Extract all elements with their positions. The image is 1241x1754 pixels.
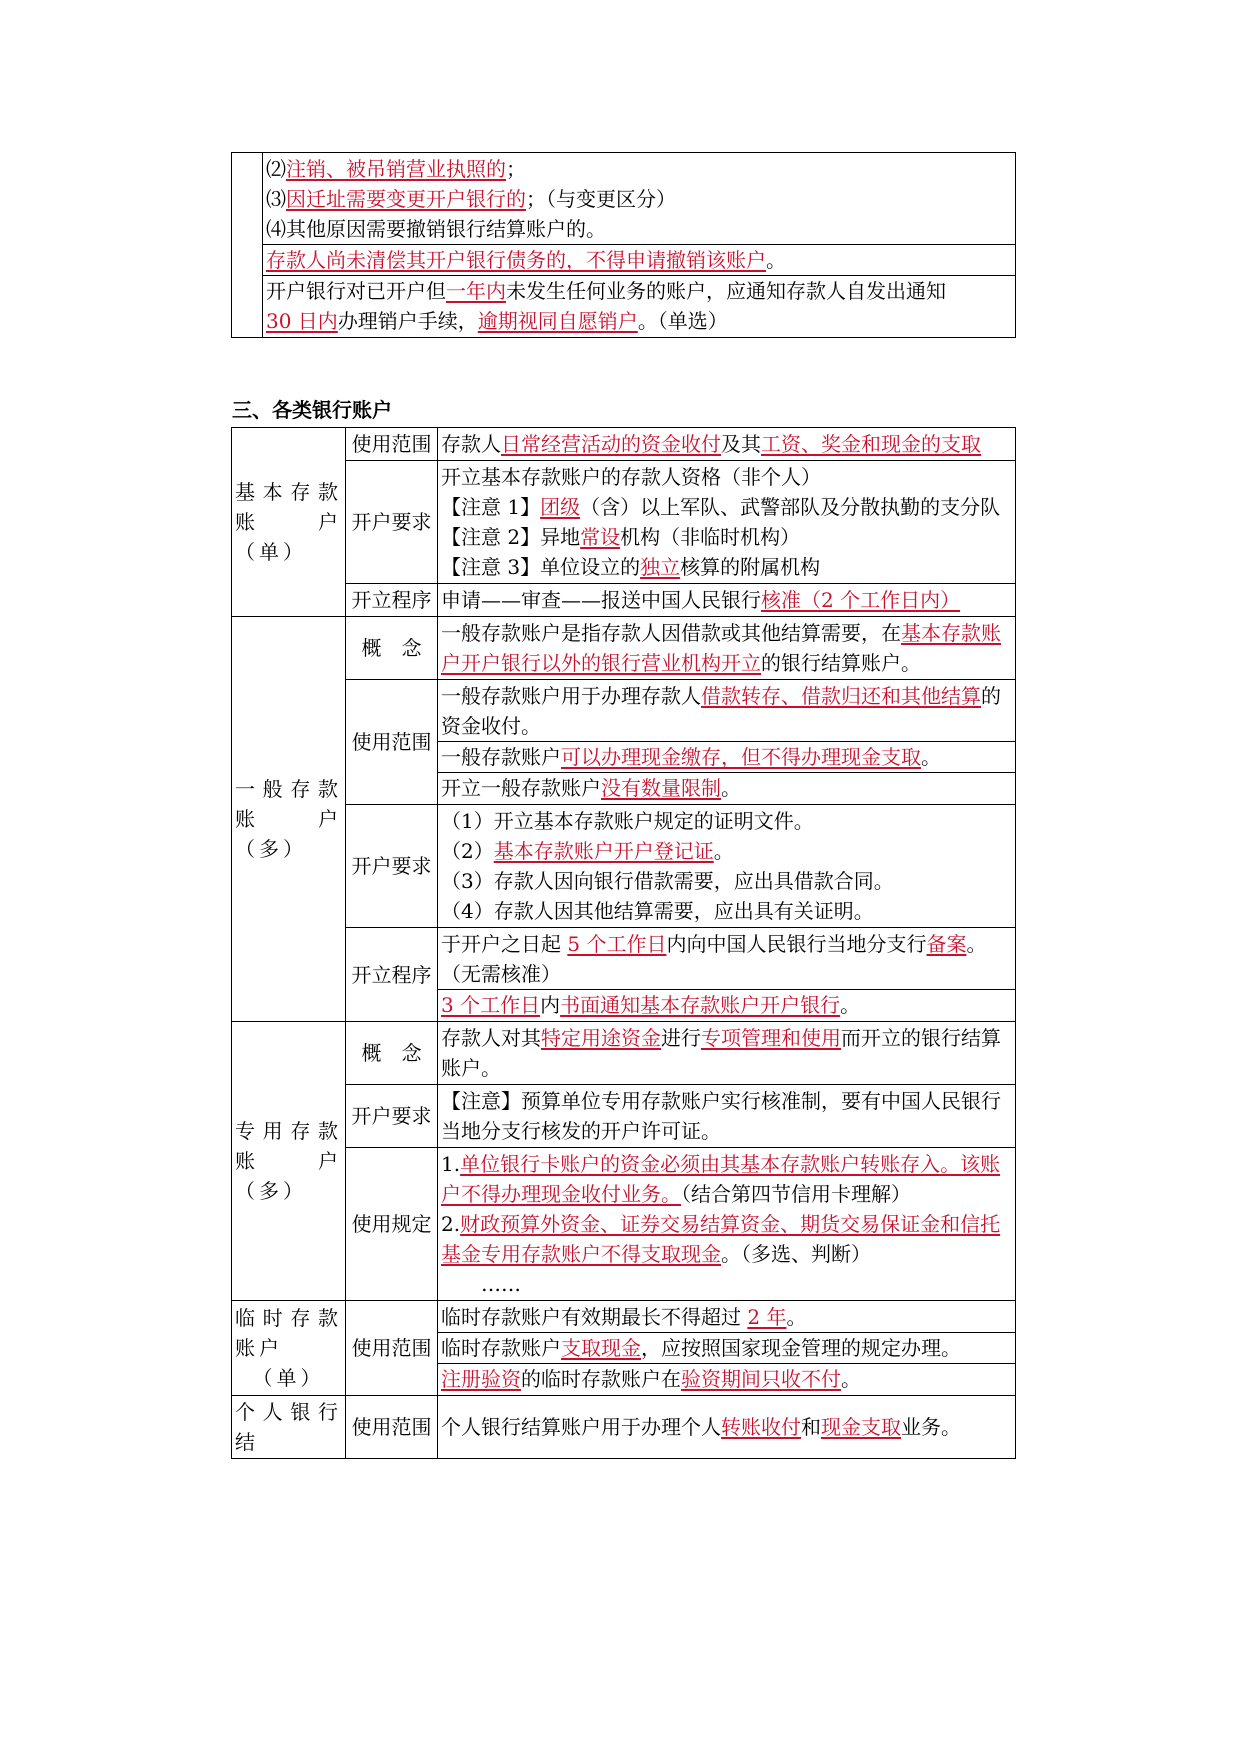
scope-label: 使用范围 — [346, 1301, 438, 1396]
text-line — [441, 492, 1012, 522]
general-scope — [438, 680, 1016, 805]
text-span: 一般存款账户是指存款人因借款或其他结算需要，在 — [441, 621, 901, 645]
text-span: 【注意 2】异地 — [441, 525, 581, 549]
highlighted-text: 因迁址需要变更开户银行的 — [286, 187, 526, 211]
text-line — [441, 462, 1012, 492]
text-span: 。 — [786, 1305, 807, 1329]
text-span: 。 — [921, 745, 941, 769]
basic-scope — [438, 428, 1016, 461]
accounts-table — [231, 427, 1016, 1459]
text-span: 【注意 1】 — [441, 495, 541, 519]
highlighted-text: 3 个工作日 — [441, 993, 541, 1017]
highlighted-text: 财政预算外资金、证券交易结算资金、期货交易保证金和信托基金专用存款账户不得支取现金 — [441, 1212, 1001, 1266]
text-line — [263, 244, 1015, 275]
text-span: ； — [506, 157, 526, 181]
label-line: （单） — [252, 1366, 325, 1390]
text-span: 。 — [766, 248, 786, 272]
text-line — [441, 1302, 1012, 1332]
text-line — [438, 1363, 1015, 1394]
highlighted-text: 特定用途资金 — [541, 1026, 661, 1050]
text-line — [438, 1332, 1015, 1363]
empty-cell — [232, 153, 263, 338]
text-span: 存款人对其 — [441, 1026, 541, 1050]
basic-requirements — [438, 461, 1016, 584]
highlighted-text: 没有数量限制 — [601, 776, 721, 800]
text-span: 进行 — [661, 1026, 701, 1050]
text-span: 未发生任何业务的账户，应通知存款人自发出通知 — [506, 279, 946, 303]
text-span: 。 — [713, 839, 734, 863]
text-span: 的临时存款账户在 — [521, 1367, 681, 1391]
highlighted-text: 存款人尚未清偿其开户银行债务的，不得申请撤销该账户 — [266, 248, 766, 272]
text-span: 【注意】预算单位专用存款账户实行核准制，要有中国人民银行当地分支行核发的开户许可证。 — [441, 1089, 1001, 1143]
scope-label: 使用范围 — [346, 1396, 438, 1459]
highlighted-text: 借款转存、借款归还和其他结算 — [701, 684, 981, 708]
highlighted-text: 备案 — [926, 932, 967, 956]
text-span: 开立一般存款账户 — [441, 776, 601, 800]
general-requirements — [438, 805, 1016, 928]
text-span: 内向中国人民银行当地分支行 — [666, 932, 927, 956]
highlighted-text: 书面通知基本存款账户开户银行 — [560, 993, 841, 1017]
text-span: （1）开立基本存款账户规定的证明文件。 — [441, 809, 814, 833]
highlighted-text: 逾期视同自愿销户 — [477, 309, 638, 333]
text-span: 1. — [441, 1152, 461, 1176]
special-concept — [438, 1022, 1016, 1085]
requirement-label: 开户要求 — [346, 805, 438, 928]
highlighted-text: 支取现金 — [561, 1336, 641, 1360]
text-line — [441, 1209, 1012, 1269]
highlighted-text: 一年内 — [446, 279, 506, 303]
text-span: 开立基本存款账户的存款人资格（非个人） — [441, 465, 821, 489]
basic-procedure — [438, 584, 1016, 617]
text-span: 机构（非临时机构） — [620, 525, 801, 549]
text-span: ，应按照国家现金管理的规定办理。 — [641, 1336, 961, 1360]
text-line — [438, 989, 1015, 1020]
text-line — [441, 806, 1012, 836]
text-line — [441, 522, 1012, 552]
text-span: ⑷其他原因需要撤销银行结算账户的。 — [266, 217, 606, 241]
highlighted-text: 5 个工作日 — [567, 932, 667, 956]
requirement-label: 开户要求 — [346, 461, 438, 584]
scope-label: 使用范围 — [346, 428, 438, 461]
label-line: 临时存款账户 — [235, 1306, 342, 1360]
concept-label: 概 念 — [346, 617, 438, 680]
text-span: 办理销户手续， — [337, 309, 478, 333]
text-span: 的银行结算账户。 — [761, 651, 921, 675]
special-requirements — [438, 1085, 1016, 1148]
text-line — [441, 1269, 1012, 1299]
text-line — [441, 929, 1012, 989]
text-line — [441, 866, 1012, 896]
text-span: 一般存款账户 — [441, 745, 561, 769]
highlighted-text: 转账收付 — [721, 1415, 801, 1439]
highlighted-text: 常设 — [580, 525, 621, 549]
text-span: （结合第四节信用卡理解） — [681, 1182, 911, 1206]
highlighted-text: 日常经营活动的资金收付 — [501, 432, 721, 456]
scope-label: 使用范围 — [346, 680, 438, 805]
highlighted-text: 2 年 — [747, 1305, 787, 1329]
highlighted-text: 基本存款账户开户银行以外的银行营业机构开立 — [441, 621, 1001, 675]
temporary-account-label — [232, 1301, 346, 1396]
rules-label: 使用规定 — [346, 1148, 438, 1301]
text-span: 一般存款账户用于办理存款人 — [441, 684, 701, 708]
text-span: 。 — [840, 993, 861, 1017]
general-procedure — [438, 928, 1016, 1022]
text-span: 。 — [721, 776, 741, 800]
text-line — [266, 154, 1012, 184]
text-line — [266, 214, 1012, 244]
text-span: 内 — [540, 993, 561, 1017]
highlighted-text: 现金支取 — [821, 1415, 901, 1439]
general-account-label: 一般存款账户（多） — [232, 617, 346, 1022]
highlighted-text: 验资期间只收不付 — [681, 1367, 841, 1391]
text-span: ；（与变更区分） — [526, 187, 676, 211]
text-span: 【注意 3】单位设立的 — [441, 555, 641, 579]
text-span: （含）以上军队、武警部队及分散执勤的支分队 — [580, 495, 1001, 519]
top-table — [231, 152, 1016, 338]
text-span: 临时存款账户 — [441, 1336, 561, 1360]
text-span: 临时存款账户有效期最长不得超过 — [441, 1305, 748, 1329]
text-line — [441, 681, 1012, 741]
text-line — [266, 184, 1012, 214]
highlighted-text: 注销、被吊销营业执照的 — [286, 157, 506, 181]
text-span: 于开户之日起 — [441, 932, 568, 956]
text-span: 及其 — [721, 432, 761, 456]
text-paragraph — [263, 275, 1015, 336]
highlighted-text: 注册验资 — [441, 1367, 521, 1391]
text-line — [441, 836, 1012, 866]
highlighted-text: 专项管理和使用 — [701, 1026, 841, 1050]
text-span: 业务。 — [901, 1415, 961, 1439]
text-span: 的资金收付。 — [441, 684, 1001, 738]
text-span: 。（单选） — [637, 309, 728, 333]
temporary-scope — [438, 1301, 1016, 1396]
text-span: 2. — [441, 1212, 461, 1236]
requirement-label: 开户要求 — [346, 1085, 438, 1148]
special-rules — [438, 1148, 1016, 1301]
text-line — [441, 552, 1012, 582]
text-span: （4）存款人因其他结算需要，应出具有关证明。 — [441, 899, 874, 923]
personal-account-label: 个人银行结 — [232, 1396, 346, 1459]
text-span: 和 — [801, 1415, 821, 1439]
basic-account-label: 基本存款账户（单） — [232, 428, 346, 617]
text-span: …… — [441, 1272, 521, 1296]
text-span: 申请——审查——报送中国人民银行 — [441, 588, 761, 612]
text-span — [266, 279, 946, 303]
text-span: ⑵ — [266, 157, 286, 181]
text-span: ⑶ — [266, 187, 286, 211]
highlighted-text: 独立 — [640, 555, 681, 579]
text-span: （2） — [441, 839, 494, 863]
procedure-label: 开立程序 — [346, 928, 438, 1022]
highlighted-text: 团级 — [540, 495, 581, 519]
text-line — [441, 1149, 1012, 1209]
personal-scope — [438, 1396, 1016, 1459]
text-span: （3）存款人因向银行借款需要，应出具借款合同。 — [441, 869, 894, 893]
general-concept — [438, 617, 1016, 680]
highlighted-text: 30 日内 — [266, 309, 338, 333]
revoke-cell — [263, 153, 1016, 338]
procedure-label: 开立程序 — [346, 584, 438, 617]
special-account-label: 专用存款账户（多） — [232, 1022, 346, 1301]
text-line — [438, 741, 1015, 772]
text-span — [266, 309, 728, 333]
text-span: 而开立的银行结算账户。 — [441, 1026, 1001, 1080]
text-span: 核算的附属机构 — [680, 555, 821, 579]
text-span: 。 — [841, 1367, 861, 1391]
text-line — [438, 772, 1015, 803]
text-span: 个人银行结算账户用于办理个人 — [441, 1415, 721, 1439]
text-span: 。（无需核准） — [441, 932, 987, 986]
text-span: 开户银行对已开户但 — [266, 279, 446, 303]
highlighted-text: 工资、奖金和现金的支取 — [761, 432, 981, 456]
section-heading: 三、各类银行账户 — [232, 398, 392, 422]
concept-label: 概 念 — [346, 1022, 438, 1085]
text-span: 存款人 — [441, 432, 501, 456]
highlighted-text: 可以办理现金缴存，但不得办理现金支取 — [561, 745, 921, 769]
text-span: 。（多选、判断） — [721, 1242, 871, 1266]
text-line — [441, 896, 1012, 926]
highlighted-text: 单位银行卡账户的资金必须由其基本存款账户转账存入。该账户不得办理现金收付业务。 — [441, 1152, 1001, 1206]
highlighted-text: 核准（2 个工作日内） — [761, 588, 961, 612]
highlighted-text: 基本存款账户开户登记证 — [493, 839, 714, 863]
